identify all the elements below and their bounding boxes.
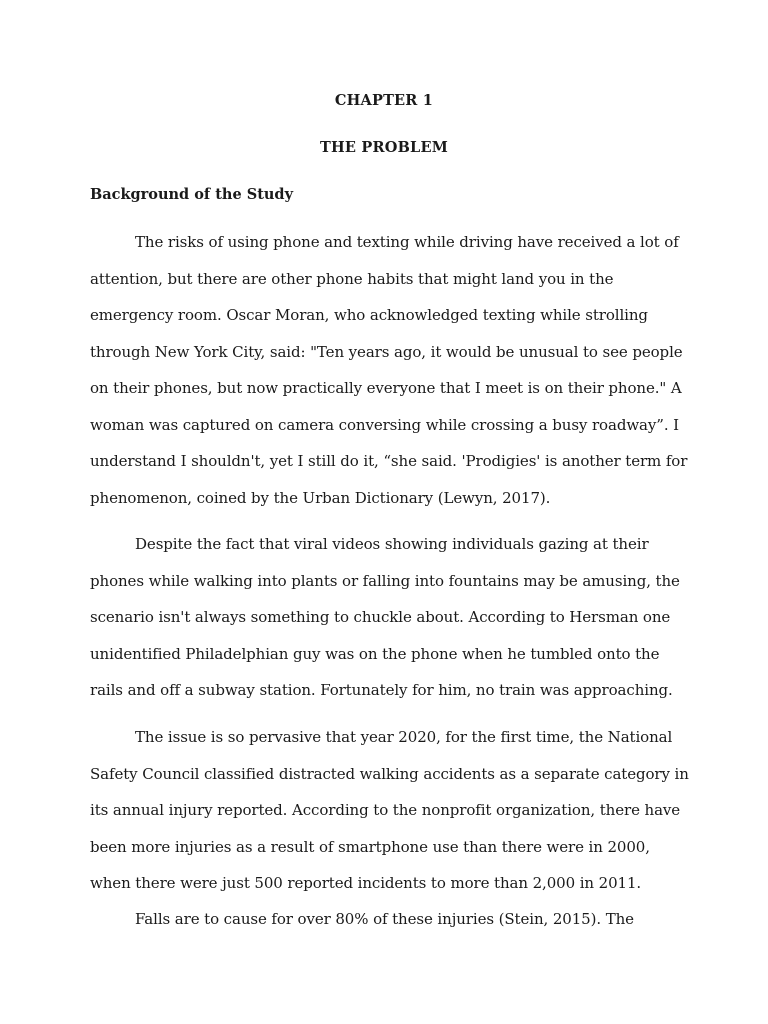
- chapter-title: THE PROBLEM: [320, 139, 448, 156]
- paragraph-line: unidentified Philadelphian guy was on the phone when he tumbled onto the: [90, 645, 660, 663]
- paragraph-line: on their phones, but now practically everyone that I meet is on their phone." A: [90, 379, 682, 397]
- chapter-label: CHAPTER 1: [334, 92, 434, 109]
- paragraph-line: Despite the fact that viral videos showing individuals gazing at their: [135, 535, 649, 553]
- paragraph-line: been more injuries as a result of smartphone use than there were in 2000,: [90, 838, 650, 856]
- paragraph-line: The risks of using phone and texting while driving have received a lot of: [135, 233, 679, 251]
- paragraph-line: through New York City, said: "Ten years ago, it would be unusual to see people: [90, 343, 683, 361]
- paragraph-line: Safety Council classified distracted walking accidents as a separate category in: [90, 765, 689, 783]
- paragraph-line: its annual injury reported. According to the nonprofit organization, there have: [90, 801, 681, 819]
- paragraph-line: phones while walking into plants or falling into fountains may be amusing, the: [90, 572, 680, 590]
- paragraph-line: rails and off a subway station. Fortunately for him, no train was approaching.: [90, 681, 673, 699]
- section-heading: Background of the Study: [90, 186, 293, 203]
- paragraph-line: The issue is so pervasive that year 2020, for the first time, the National: [135, 728, 673, 746]
- paragraph-line: phenomenon, coined by the Urban Dictionary (Lewyn, 2017).: [90, 489, 551, 507]
- paragraph-line: attention, but there are other phone habits that might land you in the: [90, 270, 614, 288]
- paragraph-line: understand I shouldn't, yet I still do it, “she said. 'Prodigies' is another term for: [90, 452, 688, 470]
- paragraph-line: emergency room. Oscar Moran, who acknowledged texting while strolling: [90, 306, 648, 324]
- paragraph-line: woman was captured on camera conversing while crossing a busy roadway”. I: [90, 416, 680, 434]
- paragraph-line: when there were just 500 reported incidents to more than 2,000 in 2011.: [90, 874, 642, 892]
- paragraph-line: scenario isn't always something to chuckle about. According to Hersman one: [90, 608, 671, 626]
- paragraph-line: Falls are to cause for over 80% of these injuries (Stein, 2015). The: [135, 910, 634, 928]
